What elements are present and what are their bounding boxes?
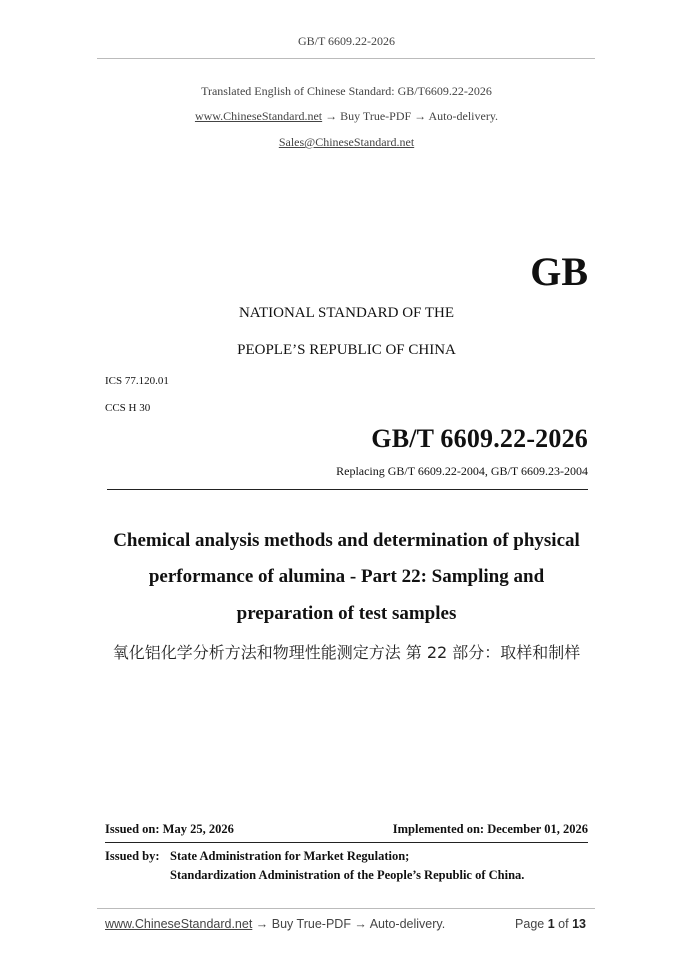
of-label: of bbox=[558, 917, 569, 931]
title-line1: Chemical analysis methods and determination of physical bbox=[113, 530, 580, 551]
standard-code: GB/T 6609.22-2026 bbox=[371, 424, 588, 453]
translation-notice-buy bbox=[0, 109, 693, 124]
issuing-org-2: Standardization Administration of the People’s Republic of China. bbox=[170, 868, 525, 882]
buy-text: → Buy True-PDF → Auto-delivery. bbox=[325, 109, 499, 123]
footer-link-line bbox=[105, 917, 445, 931]
replacing-note: Replacing GB/T 6609.22-2004, GB/T 6609.23-2004 bbox=[336, 464, 588, 478]
issued-by-label: Issued by: bbox=[105, 849, 160, 863]
implemented-date: Implemented on: December 01, 2026 bbox=[392, 822, 588, 836]
title-chinese: 氧化铝化学分析方法和物理性能测定方法 第 22 部分：取样和制样 bbox=[112, 643, 581, 662]
national-standard-line1: NATIONAL STANDARD OF THE bbox=[238, 305, 455, 321]
dates-divider bbox=[105, 842, 588, 843]
title-line3: preparation of test samples bbox=[236, 603, 457, 624]
issued-date: Issued on: May 25, 2026 bbox=[105, 822, 234, 836]
ics-code: ICS 77.120.01 bbox=[105, 375, 169, 387]
code-divider bbox=[107, 489, 588, 490]
title-line2: performance of alumina - Part 22: Sampling and bbox=[148, 566, 545, 587]
header-divider bbox=[97, 58, 595, 59]
page-total: 13 bbox=[572, 917, 586, 931]
translation-notice-line: Translated English of Chinese Standard: GB/T6609.22-2026 bbox=[201, 84, 492, 98]
national-standard-line2: PEOPLE’S REPUBLIC OF CHINA bbox=[237, 342, 456, 358]
site-link[interactable]: www.ChineseStandard.net bbox=[194, 109, 323, 123]
gb-mark: GB bbox=[530, 249, 588, 294]
issuing-org-1: State Administration for Market Regulation; bbox=[170, 849, 410, 863]
page-indicator bbox=[515, 917, 586, 931]
footer-divider bbox=[97, 908, 595, 909]
footer-buy-text: → Buy True-PDF → Auto-delivery. bbox=[255, 917, 446, 931]
email-line bbox=[0, 135, 693, 150]
page-label: Page bbox=[515, 917, 545, 931]
running-header: GB/T 6609.22-2026 bbox=[297, 34, 396, 48]
footer-site-link[interactable]: www.ChineseStandard.net bbox=[105, 917, 253, 931]
email-link[interactable]: Sales@ChineseStandard.net bbox=[278, 135, 415, 149]
ccs-code: CCS H 30 bbox=[105, 402, 151, 414]
page-number: 1 bbox=[547, 917, 555, 931]
